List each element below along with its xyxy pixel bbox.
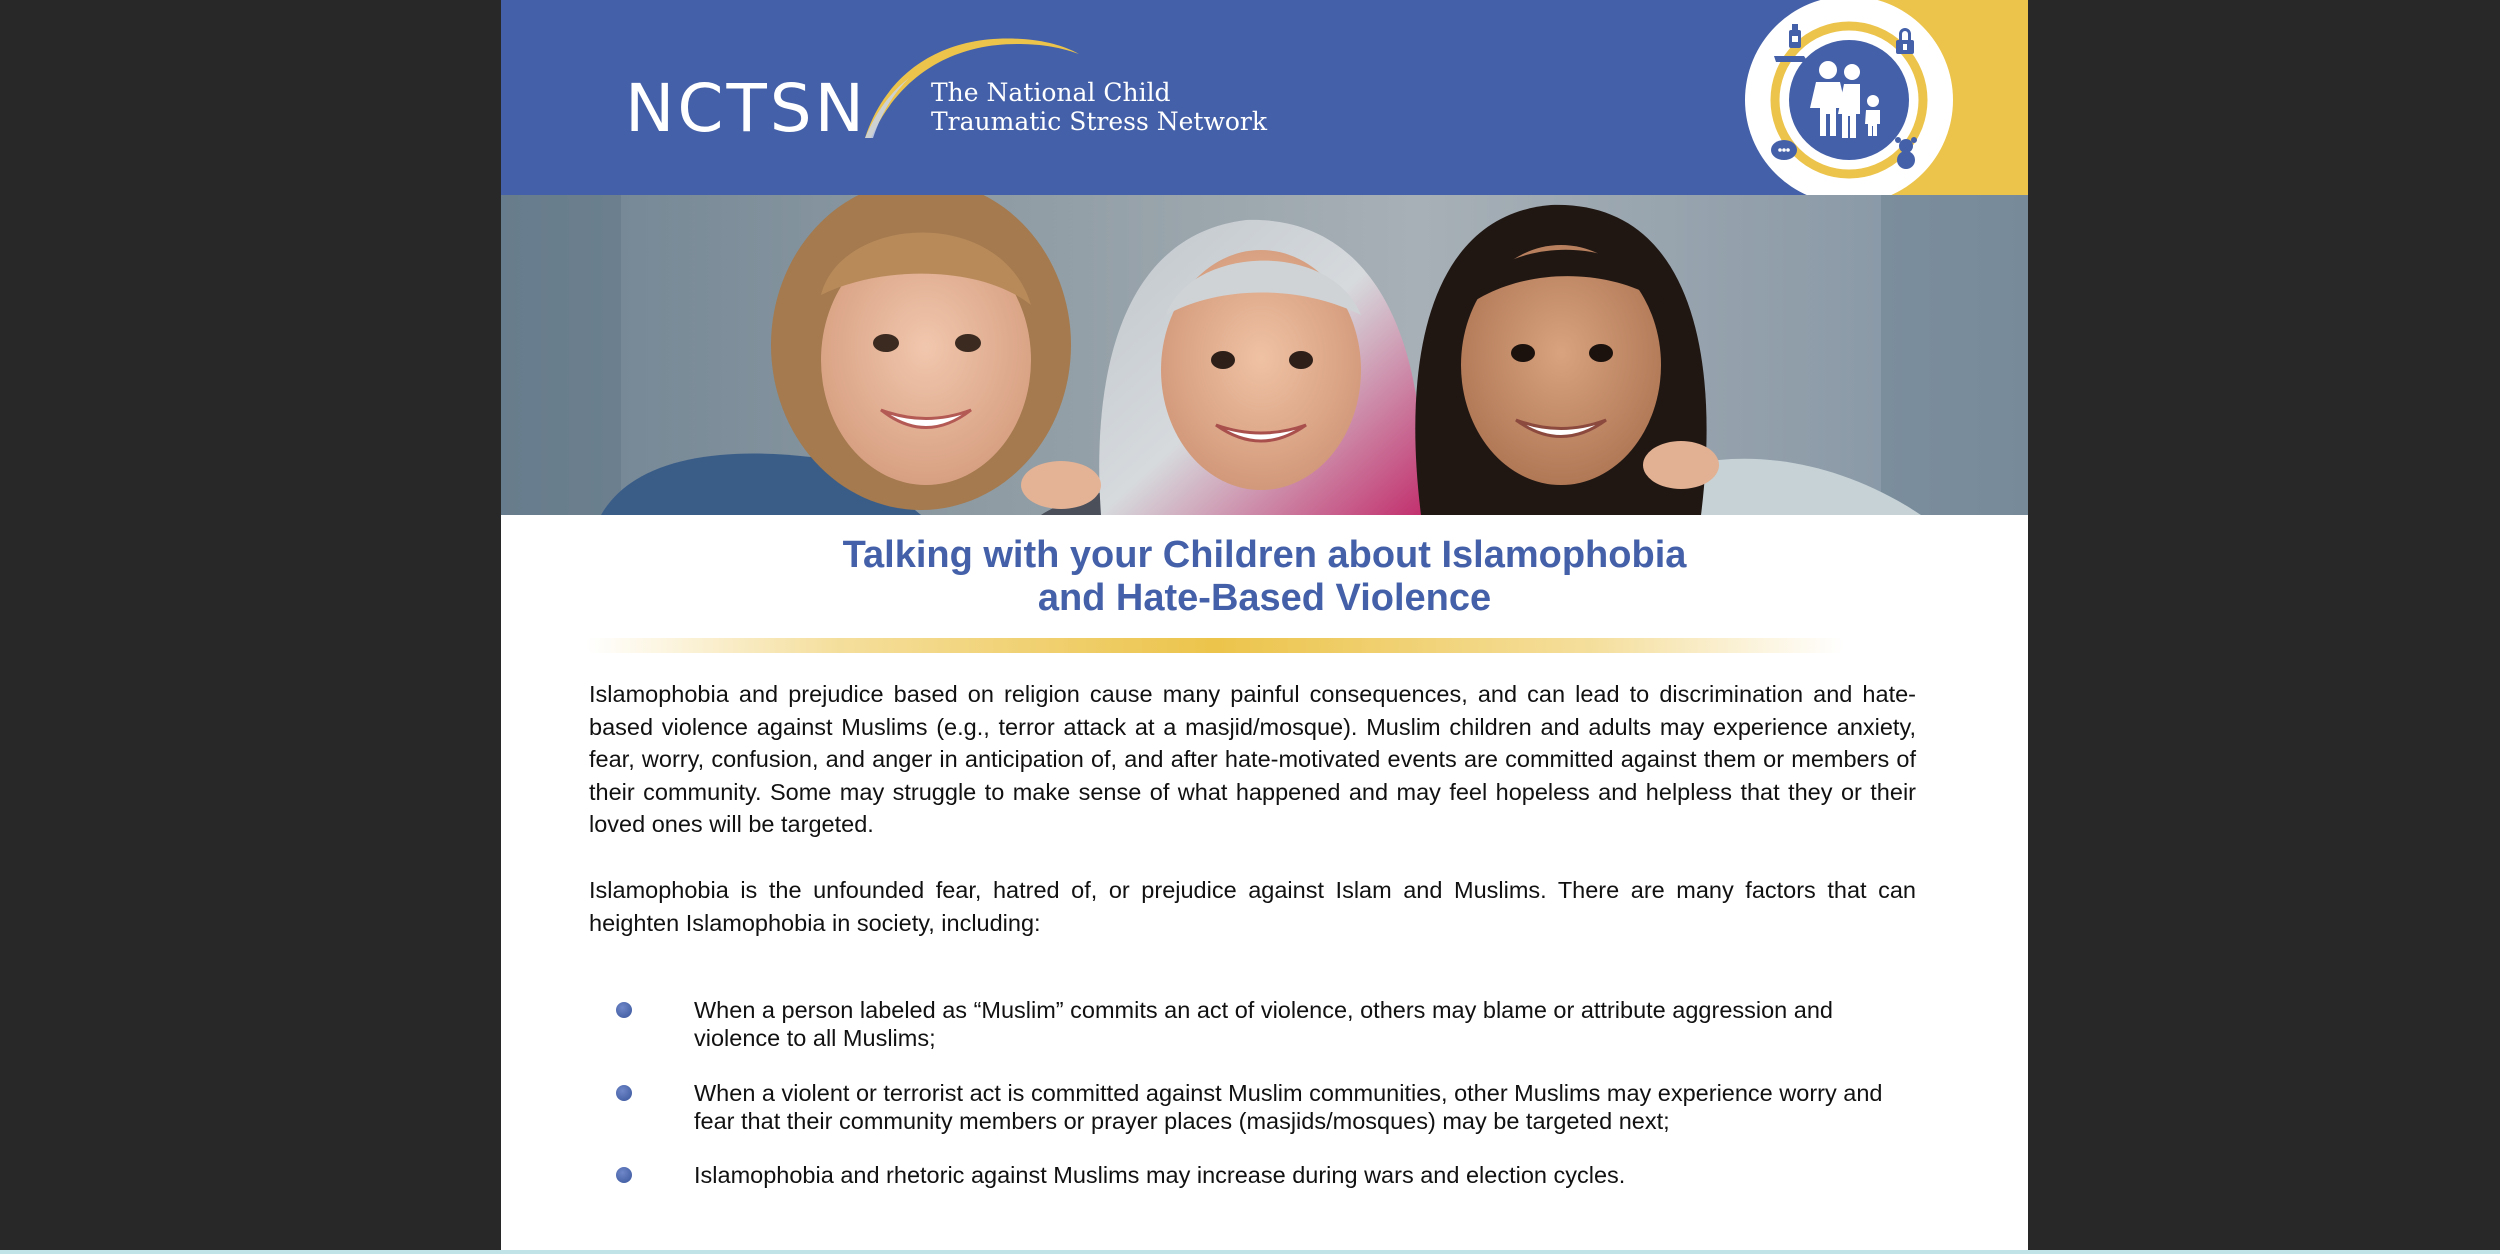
factors-list bbox=[501, 0, 2028, 1250]
bullet-icon bbox=[616, 1085, 632, 1101]
document-page bbox=[501, 0, 2028, 1250]
title-line1: Talking with your Children about Islamophobia bbox=[842, 534, 1687, 576]
bullet-icon bbox=[616, 1002, 632, 1018]
list-item-text: When a violent or terrorist act is committed against Muslim communities, other Muslims may experience worry and fear that their community members or prayer places (masjids/mosques) may be targeted next; bbox=[694, 1080, 1883, 1134]
list-item-text: Islamophobia and rhetoric against Muslims may increase during wars and election cycles. bbox=[694, 1162, 1626, 1188]
org-name-line1: The National Child bbox=[931, 78, 1171, 107]
definition-paragraph: Islamophobia is the unfounded fear, hatred of, or prejudice against Islam and Muslims. There are many factors that can heighten Islamophobia in society, including: bbox=[589, 877, 1916, 936]
viewer-bottom-edge bbox=[0, 1250, 2500, 1254]
list-item-text: When a person labeled as “Muslim” commits an act of violence, others may blame or attribute aggression and violence to all Muslims; bbox=[694, 997, 1833, 1051]
bullet-icon bbox=[616, 1167, 632, 1183]
org-name-line2: Traumatic Stress Network bbox=[931, 107, 1268, 136]
intro-paragraph: Islamophobia and prejudice based on religion cause many painful consequences, and can lead to discrimination and hate-based violence against Muslims (e.g., terror attack at a masjid/mosque). Muslim children and adults may experience anxiety, fear, worry, confusion, and anger in anticipation of, and after hate-motivated events are committed against them or members of their community. Some may struggle to make sense of what happened and may feel hopeless and helpless that they or their loved ones will be targeted. bbox=[589, 681, 1916, 838]
title-line2: and Hate-Based Violence bbox=[1037, 577, 1492, 619]
logo-wordmark: NCTSN bbox=[625, 70, 868, 147]
